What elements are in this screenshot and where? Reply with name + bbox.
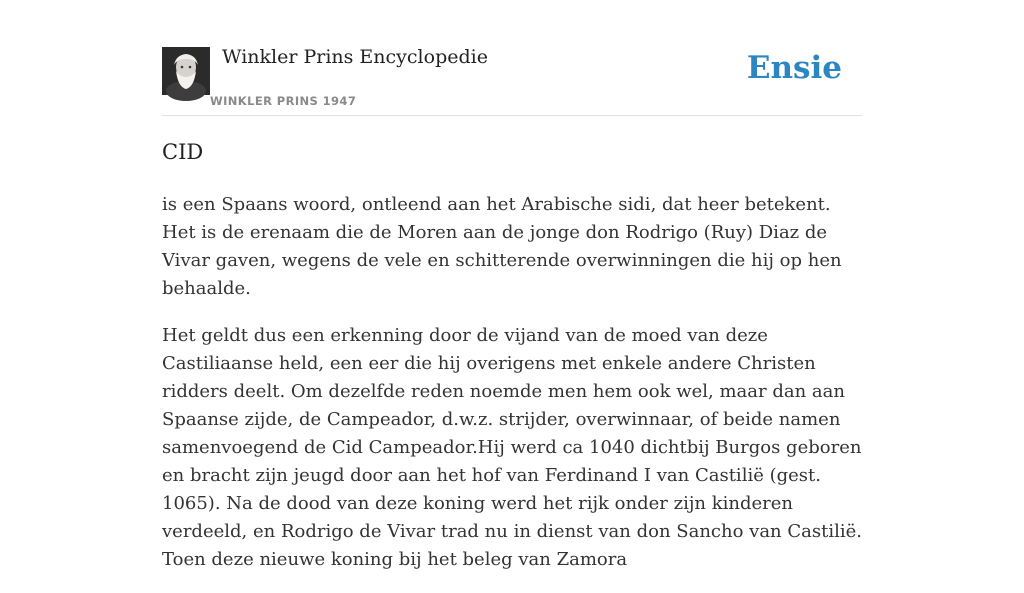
source-edition-label: WINKLER PRINS 1947 [210, 94, 357, 108]
article-paragraph: Het geldt dus een erkenning door de vijand van de moed van deze Castiliaanse held, een eer die hij overigens met enkele andere Christen ridders deelt. Om dezelfde reden noemde men hem ook wel, maar dan aan Spaanse zijde, de Campeador, d.w.z. strijder, overwinnaar, of beide namen samenvoegend de Cid Campeador.Hij werd ca 1040 dichtbij Burgos geboren en bracht zijn jeugd door aan het hof van Ferdinand I van Castilië (gest. 1065). Na de dood van deze koning werd het rijk onder zijn kinderen verdeeld, en Rodrigo de Vivar trad nu in dienst van don Sancho van Castilië. Toen deze nieuwe koning bij het beleg van Zamora [162, 325, 862, 570]
source-header [162, 40, 862, 116]
bearded-man-portrait-icon [162, 47, 210, 95]
brand-logo[interactable]: Ensie [746, 50, 842, 86]
article-body [162, 191, 862, 593]
article-title: CID [162, 140, 204, 164]
source-avatar[interactable] [162, 47, 210, 95]
article-paragraph: is een Spaans woord, ontleend aan het Arabische sidi, dat heer betekent. Het is de erenaam die de Moren aan de jonge don Rodrigo (Ruy) Diaz de Vivar gaven, wegens de vele en schitterende overwinningen die hij op hen behaalde. [162, 194, 842, 299]
source-name[interactable]: Winkler Prins Encyclopedie [222, 46, 488, 68]
